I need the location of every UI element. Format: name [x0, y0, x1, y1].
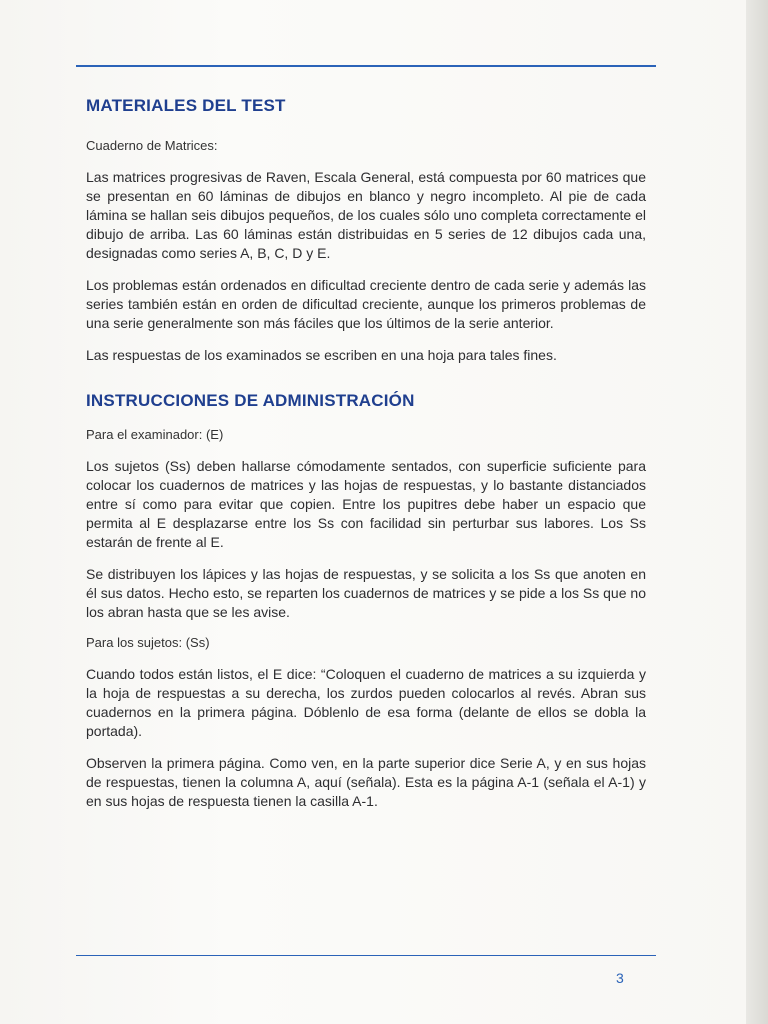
subtitle-examinador: Para el examinador: (E)	[86, 427, 224, 442]
subtitle-sujetos: Para los sujetos: (Ss)	[86, 635, 210, 650]
page-number: 3	[616, 970, 624, 986]
paragraph-matrices: Las matrices progresivas de Raven, Escala General, está compuesta por 60 matrices que se presentan en 60 láminas de dibujos en blanco y negro incompleto. Al pie de cada lámina se hallan seis dibujos pequeños, de los cuales sólo uno completa correctamente el dibujo de arriba. Las 60 láminas están distribuidas en 5 series de 12 dibujos cada una, designadas como series A, B, C, D y E.	[86, 169, 646, 261]
top-divider	[76, 65, 656, 67]
paragraph-respuestas: Las respuestas de los examinados se escriben en una hoja para tales fines.	[86, 347, 557, 363]
paragraph-observen: Observen la primera página. Como ven, en la parte superior dice Serie A, y en sus hojas de respuestas, tienen la columna A, aquí (señala). Esta es la página A-1 (señala el A-1) y en sus hojas de respuesta tienen la casilla A-1.	[86, 755, 646, 809]
paragraph-problemas: Los problemas están ordenados en dificultad creciente dentro de cada serie y además las series también están en orden de dificultad creciente, aunque los primeros problemas de una serie generalmente son más fáciles que los últimos de la serie anterior.	[86, 277, 646, 331]
paragraph-sujetos-sentados: Los sujetos (Ss) deben hallarse cómodamente sentados, con superficie suficiente para colocar los cuadernos de matrices y las hojas de respuestas, y lo bastante distanciados entre sí como para evitar que copien. Entre los pupitres debe haber un espacio que permita al E desplazarse entre los Ss con facilidad sin perturbar sus labores. Los Ss estarán de frente al E.	[86, 458, 646, 550]
bottom-divider	[76, 955, 656, 956]
paragraph-distribucion: Se distribuyen los lápices y las hojas de respuestas, y se solicita a los Ss que anoten en él sus datos. Hecho esto, se reparten los cuadernos de matrices y se pide a los Ss que no los abran hasta que se les avise.	[86, 566, 646, 620]
section-title-instrucciones: INSTRUCCIONES DE ADMINISTRACIÓN	[86, 391, 415, 410]
paragraph-cuando-listos: Cuando todos están listos, el E dice: “Coloquen el cuaderno de matrices a su izquierda y la hoja de respuestas a su derecha, los zurdos pueden colocarlos al revés. Abran sus cuadernos en la primera página. Dóblenlo de esa forma (delante de ellos se dobla la portada).	[86, 666, 646, 739]
section-title-materiales: MATERIALES DEL TEST	[86, 96, 286, 115]
page-edge-shadow	[746, 0, 768, 1024]
subtitle-cuaderno: Cuaderno de Matrices:	[86, 138, 218, 153]
page-content	[86, 96, 646, 824]
